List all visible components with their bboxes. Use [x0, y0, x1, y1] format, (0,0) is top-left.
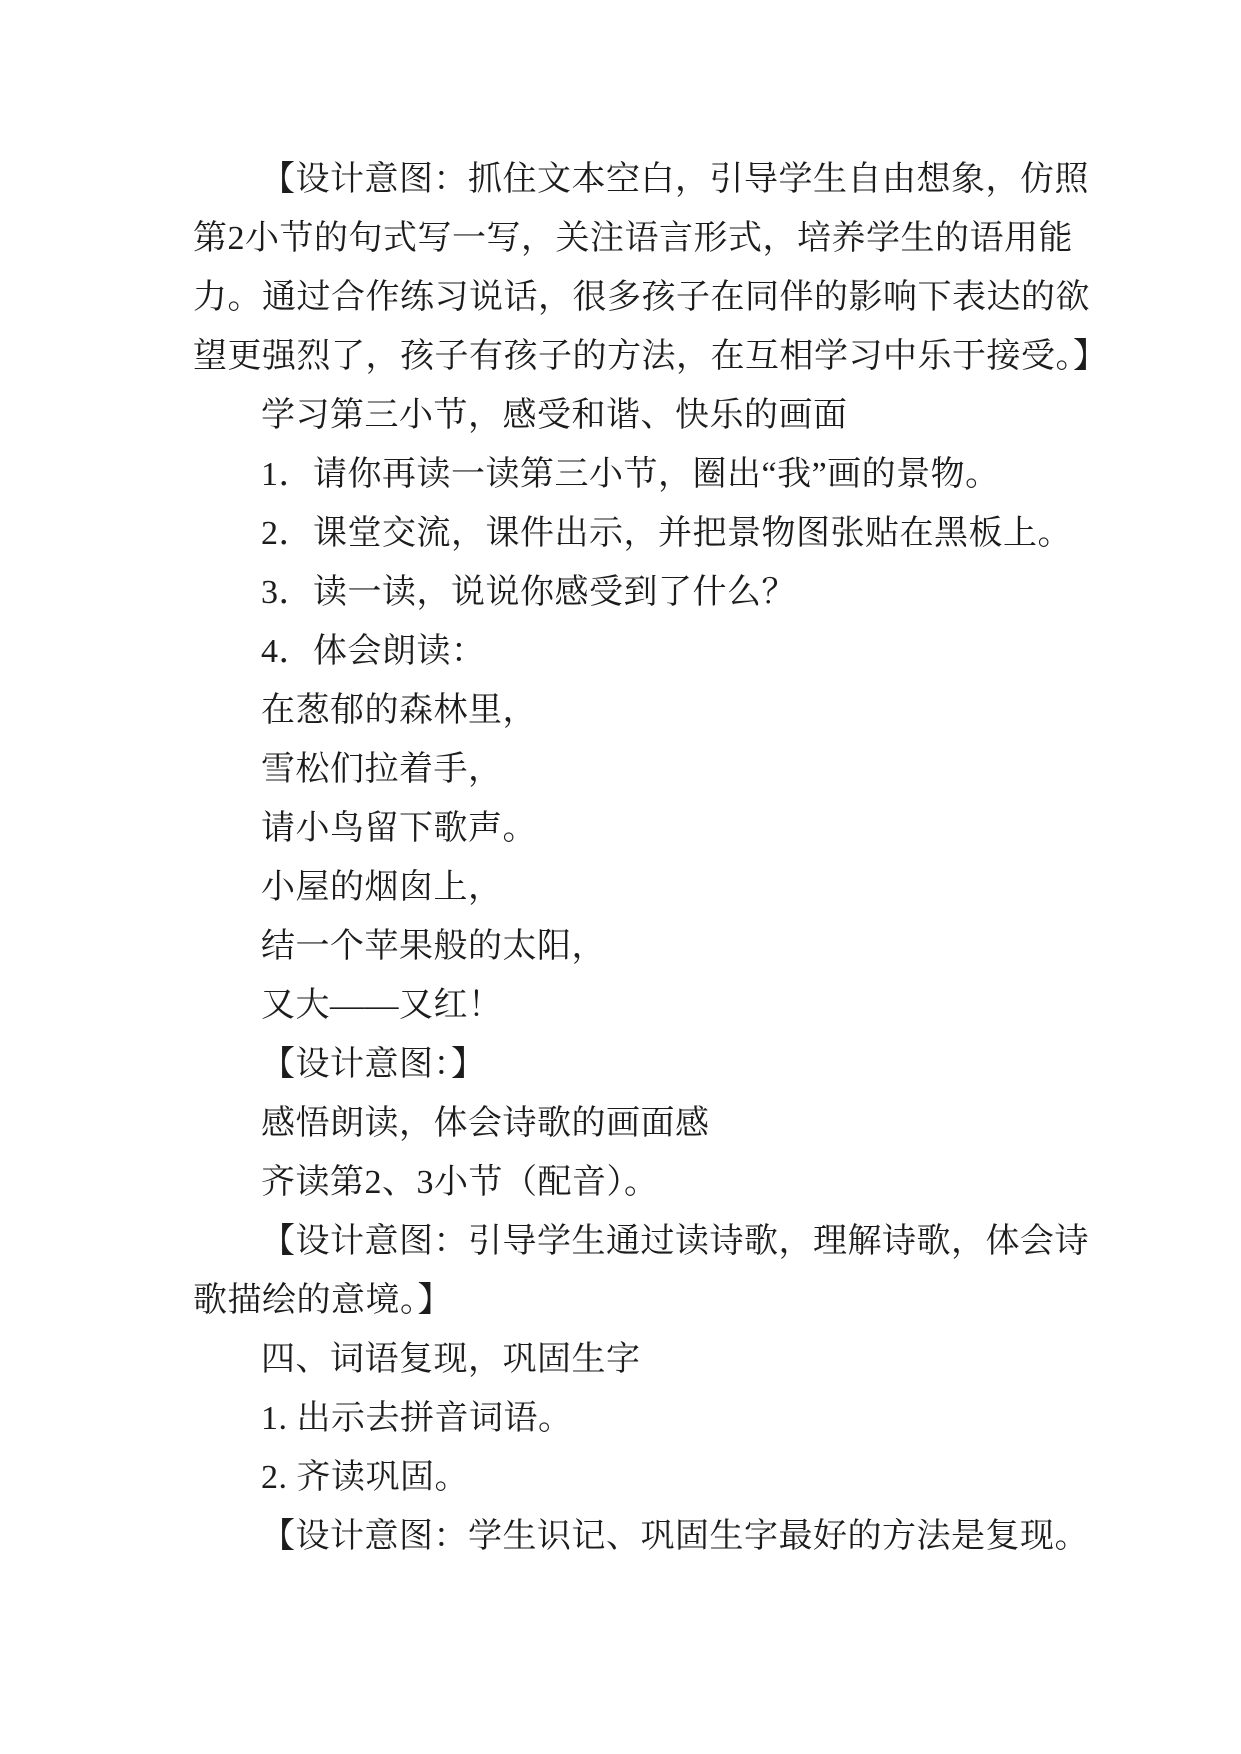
design-note-line: 第2小节的句式写一写，关注语言形式，培养学生的语用能	[193, 220, 1073, 257]
poem-line: 请小鸟留下歌声。	[261, 810, 537, 847]
step-line: 2. 齐读巩固。	[261, 1459, 469, 1496]
poem-line: 在葱郁的森林里，	[261, 692, 537, 729]
section-heading-line: 四、词语复现，巩固生字	[261, 1341, 641, 1378]
design-note-line: 【设计意图：学生识记、巩固生字最好的方法是复现。	[261, 1518, 1089, 1555]
design-note-line: 【设计意图：】	[261, 1046, 486, 1083]
reading-summary-line: 感悟朗读，体会诗歌的画面感	[261, 1105, 710, 1142]
document-body	[193, 150, 1108, 1566]
poem-line: 小屋的烟囱上，	[261, 869, 503, 906]
poem-line: 雪松们拉着手，	[261, 751, 503, 788]
activity-title-line: 学习第三小节，感受和谐、快乐的画面	[261, 397, 848, 434]
design-note-line: 【设计意图：引导学生通过读诗歌，理解诗歌，体会诗	[261, 1223, 1089, 1260]
step-line: 1. 出示去拼音词语。	[261, 1400, 573, 1437]
design-note-line: 力。通过合作练习说话，很多孩子在同伴的影响下表达的欲	[193, 279, 1090, 316]
poem-line: 结一个苹果般的太阳，	[261, 928, 606, 965]
design-note-line: 【设计意图：抓住文本空白，引导学生自由想象，仿照	[261, 161, 1089, 198]
step-line: 2．课堂交流，课件出示，并把景物图张贴在黑板上。	[261, 515, 1072, 552]
poem-line: 又大——又红！	[261, 987, 503, 1024]
design-note-line: 望更强烈了，孩子有孩子的方法，在互相学习中乐于接受。】	[193, 338, 1108, 375]
choral-reading-line: 齐读第2、3小节（配音）。	[261, 1164, 659, 1201]
step-line: 4．体会朗读：	[261, 633, 486, 670]
step-line: 1．请你再读一读第三小节，圈出“我”画的景物。	[261, 456, 1000, 493]
design-note-line: 歌描绘的意境。】	[193, 1282, 452, 1319]
step-line: 3．读一读，说说你感受到了什么？	[261, 574, 796, 611]
